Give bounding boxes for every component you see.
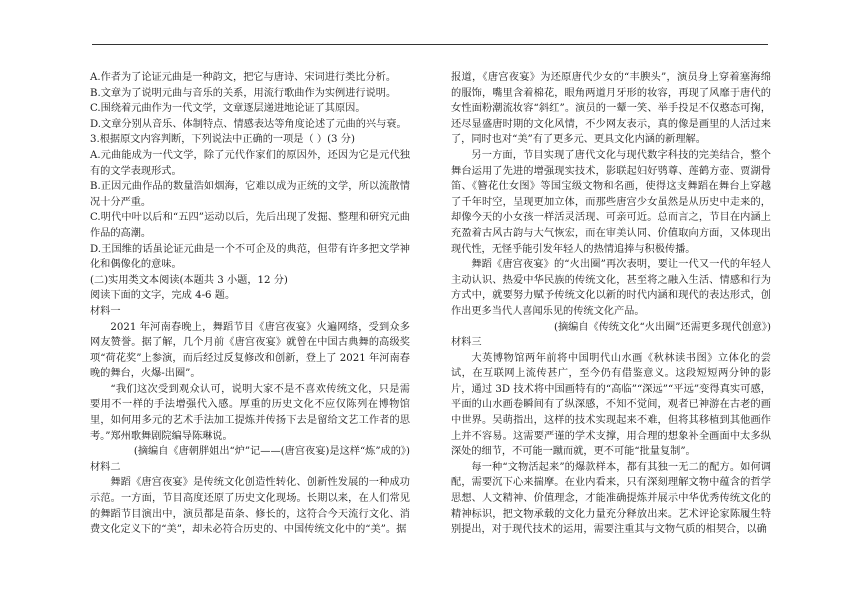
material-2-paragraph-1: 舞蹈《唐宫夜宴》是传统文化创造性转化、创新性发展的一种成功示范。一方面，节目高度还原了历史文化现场。长期以来，在人们常见的舞蹈节目演出中，演员都是苗条、修长的，这符合今天流行文化、消费文化定义下的“美”，却未必符合历史的、中国传统文化中的“美”。据	[90, 477, 410, 536]
q2-option-a: A.作者为了论证元曲是一种韵文，把它与唐诗、宋词进行类比分析。	[90, 72, 397, 83]
q3-option-a: A.元曲能成为一代文学，除了元代作家们的原因外，还因为它是元代独有的文学表现形式。	[90, 149, 410, 177]
right-column	[451, 70, 771, 538]
header-rule	[92, 44, 768, 45]
material-3-label: 材料三	[451, 337, 482, 349]
material-1-label: 材料一	[90, 305, 121, 317]
material-1-paragraph-2: “我们这次受到观众认可，说明大家不是不喜欢传统文化，只是需要用不一样的手法增强代入感。厚重的历史文化不应仅陈列在博物馆里，如何用多元的艺术手法加工提炼并传扬下去是留给文艺工作者的思考。”郑州歌舞剧院编导陈琳说。	[90, 383, 410, 442]
material-1-source: (摘编自《唐朝胖姐出“炉”记——(唐宫夜宴)是这样“炼”成的》)	[133, 446, 410, 458]
q2-option-b: B.文章为了说明元曲与音乐的关系，用流行歌曲作为实例进行说明。	[90, 87, 397, 99]
section-instruction: 阅读下面的文字，完成 4-6 题。	[90, 290, 236, 302]
q2-option-d: D.文章分别从音乐、体制特点、情感表达等角度论述了元曲的兴与衰。	[90, 118, 407, 130]
q2-option-c: C.围绕着元曲作为一代文学，文章逐层递进地论证了其原因。	[90, 103, 366, 115]
q3-stem: 3.根据原文内容判断，下列说法中正确的一项是（ ）(3 分)	[90, 134, 355, 146]
q3-option-c: C.明代中叶以后和“五四”运动以后，先后出现了发掘、整理和研究元曲作品的高潮。	[90, 212, 410, 239]
material-3-paragraph-1: 大英博物馆两年前将中国明代山水画《秋林读书图》立体化的尝试，在互联网上流传甚广，至今仍有借鉴意义。这段短短两分钟的影片，通过 3D 技术将中国画特有的“高临”“深远”“平远”变得真实可感，平面的山水画卷瞬间有了纵深感，不知不觉间，观者已神游在古老的画中世界。吴萌指出，这样的技术实现起来不难，但将其移植到其他画作上并不容易。这需要严谨的学术支撑，用合理的想象补全画面中太多纵深处的细节，不可能一蹴而就，更不可能“批量复制”。	[451, 352, 771, 458]
material-3-paragraph-2: 每一种“文物活起来”的爆款样本，都有其独一无二的配方。如何调配，需要沉下心来揣摩。在业内看来，只有深刻理解文物中蕴含的哲学思想、人文精神、价值理念，才能准确提炼并展示中华优秀传统文化的精神标识，把文物承载的文化力量充分释放出来。艺术评论家陈履生特别提出，对于现代技术的运用，需要注重其与文物气质的相契合，以确	[451, 461, 771, 536]
material-2-paragraph-1-cont: 报道，《唐宫夜宴》为还原唐代少女的“丰腴头”，演员身上穿着塞海绵的服饰，嘴里含着棉花，眼角两道月牙形的妆容，再现了风靡于唐代的女性面粉潮流妆容“斜红”。演员的一颦一笑、举手投足不仅憨态可掬，还尽显盛唐时期的文化风情，不少网友表示，真的像是画里的人活过来了，同时也对“美”有了更多元、更具文化内涵的新理解。	[451, 72, 771, 146]
material-2-source: (摘编自《传统文化“火出圈”还需更多现代创意》)	[553, 321, 771, 333]
left-column	[90, 70, 410, 538]
section-heading: (二)实用类文本阅读(本题共 3 小题，12 分)	[90, 274, 288, 286]
q3-option-d: D.王国维的话虽论证元曲是一个不可企及的典范，但带有许多把文学神化和偶像化的意味。	[90, 243, 410, 271]
material-2-paragraph-3: 舞蹈《唐宫夜宴》的“火出圈”再次表明，要让一代又一代的年轻人主动认识、热爱中华民族的传统文化，甚至将之融入生活、情感和行为方式中，就要努力赋予传统文化以新的时代内涵和现代的表达形式，创作出更多当代人喜闻乐见的传统文化产品。	[451, 259, 771, 317]
material-2-label: 材料二	[90, 461, 121, 473]
material-1-paragraph-1: 2021 年河南春晚上，舞蹈节目《唐宫夜宴》火遍网络，受到众多网友赞誉。据了解，几个月前《唐宫夜宴》就曾在中国古典舞的高级奖项“荷花奖”上参演，而后经过反复修改和创新，登上了 2021 年河南春晚的舞台，火爆-出圈”。	[90, 321, 410, 380]
material-2-paragraph-2: 另一方面，节目实现了唐代文化与现代数字科技的完美结合，整个舞台运用了先进的增强现实技术，影联起妇好鸮尊、莲鹤方壶、贾湖骨笛、《簪花仕女图》等国宝级文物和名画，使得这支舞蹈在舞台上穿越了千年时空，呈现更加立体，而那些唐宫少女虽然是从历史中走来的，却像今天的小女孩一样活灵活现、可亲可近。总而言之，节目在内涵上充盈着古风古韵与大气恢宏，而在审美认同、价值取向方面，又体现出现代性，无怪乎能引发年轻人的热情追捧与积极传播。	[451, 149, 771, 255]
q3-option-b: B.正因元曲作品的数量浩如烟海，它难以成为正统的文学，所以流散情况十分严重。	[90, 181, 410, 208]
